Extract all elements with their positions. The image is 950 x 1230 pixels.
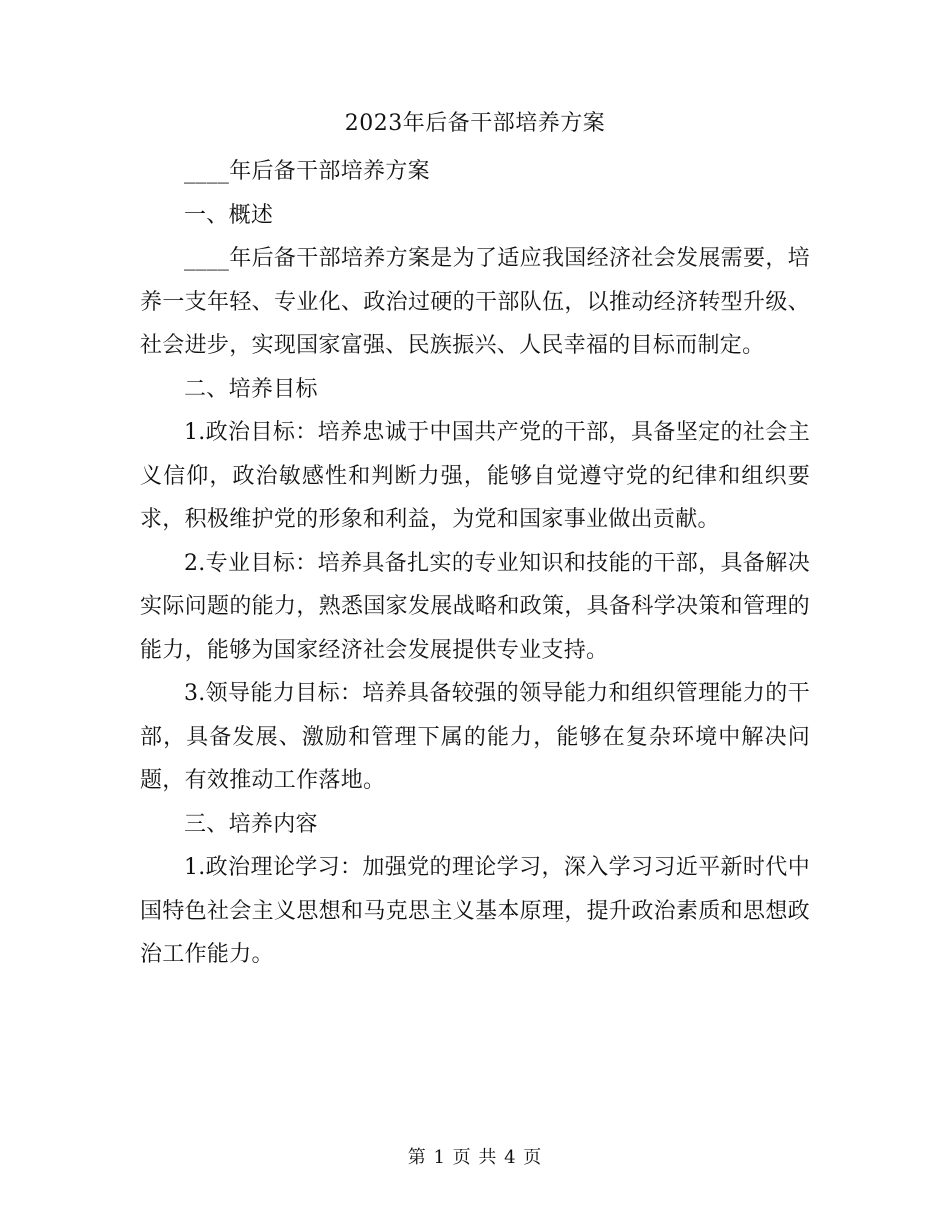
paragraph-professional-goal: 2.专业目标：培养具备扎实的专业知识和技能的干部，具备解决实际问题的能力，熟悉国家发展战略和政策，具备科学决策和管理的能力，能够为国家经济社会发展提供专业支持。 — [140, 550, 810, 663]
document-body — [140, 150, 810, 977]
paragraph-leadership-goal: 3.领导能力目标：培养具备较强的领导能力和组织管理能力的干部，具备发展、激励和管理下属的能力，能够在复杂环境中解决问题，有效推动工作落地。 — [140, 681, 810, 793]
document-title: 2023年后备干部培养方案 — [344, 111, 606, 136]
section-heading-overview: 一、概述 — [184, 202, 274, 228]
section-heading-content: 三、培养内容 — [184, 811, 318, 837]
paragraph-political-goal: 1.政治目标：培养忠诚于中国共产党的干部，具备坚定的社会主义信仰，政治敏感性和判断力强，能够自觉遵守党的纪律和组织要求，积极维护党的形象和利益，为党和国家事业做出贡献。 — [140, 420, 810, 532]
paragraph-heading: ____年后备干部培养方案 — [184, 159, 430, 184]
paragraph-political-study: 1.政治理论学习：加强党的理论学习，深入学习习近平新时代中国特色社会主义思想和马克思主义基本原理，提升政治素质和思想政治工作能力。 — [140, 855, 810, 967]
paragraph-overview: ____年后备干部培养方案是为了适应我国经济社会发展需要，培养一支年轻、专业化、政治过硬的干部队伍，以推动经济转型升级、社会进步，实现国家富强、民族振兴、人民幸福的目标而制定。 — [140, 246, 810, 358]
page-number-footer: 第 1 页 共 4 页 — [407, 1147, 543, 1168]
section-heading-goals: 二、培养目标 — [184, 376, 318, 402]
